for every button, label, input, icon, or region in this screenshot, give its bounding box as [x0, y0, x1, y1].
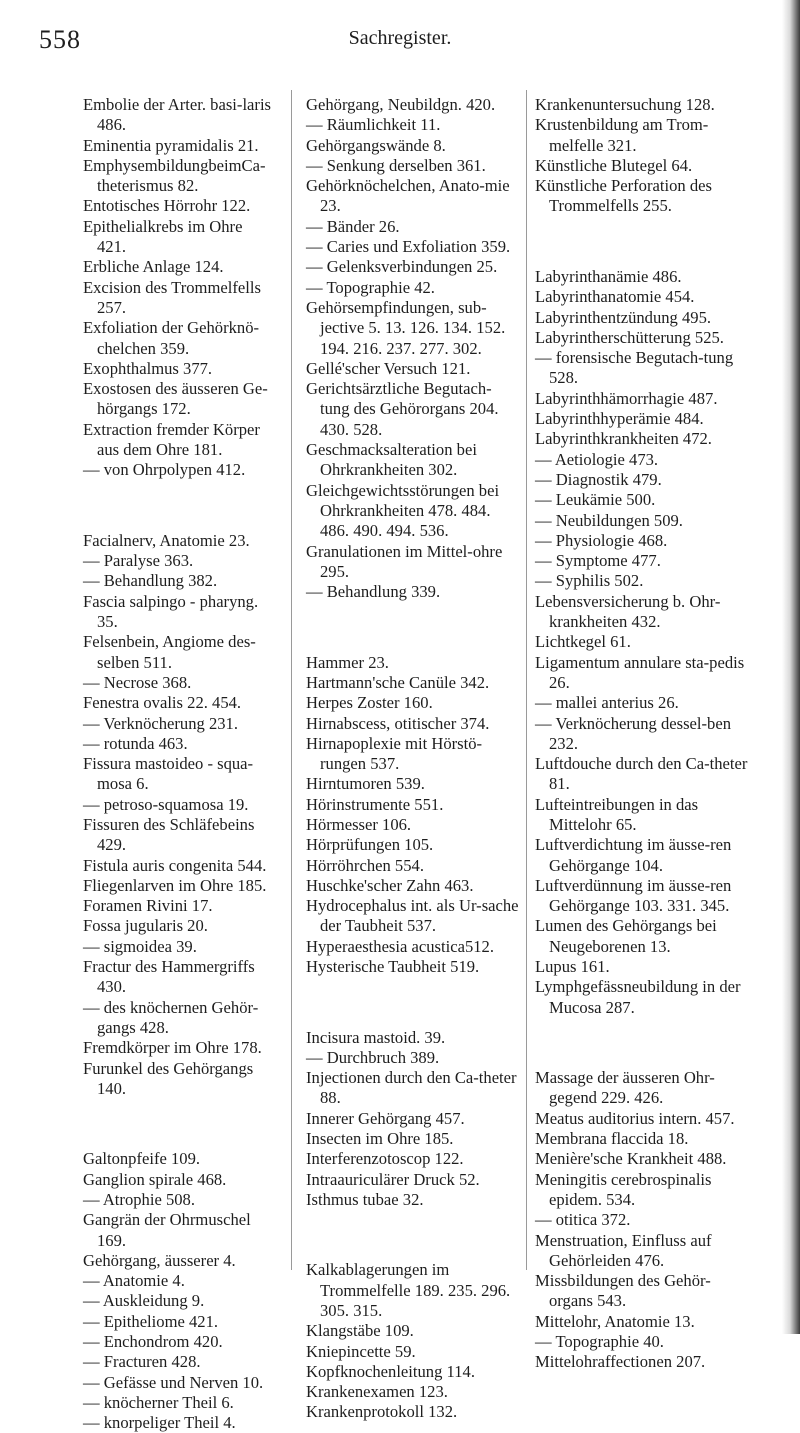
- index-entry: Gerichtsärztliche Begutach-tung des Gehörorgans 204. 430. 528.: [306, 379, 499, 439]
- index-entry: — Behandlung 382.: [83, 571, 218, 591]
- index-entry: — Bänder 26.: [306, 216, 400, 236]
- index-entry: Herpes Zoster 160.: [306, 693, 433, 713]
- index-entry: Hörröhrchen 554.: [306, 855, 424, 875]
- index-entry: Membrana flaccida 18.: [535, 1129, 689, 1149]
- index-entry: Labyrinthentzündung 495.: [535, 307, 712, 327]
- index-column-1: [83, 95, 271, 1433]
- index-entry: Krustenbildung am Trom-melfelle 321.: [535, 115, 709, 155]
- index-entry: Krankenuntersuchung 128.: [535, 95, 715, 114]
- index-entry: Intraauriculärer Druck 52.: [306, 1169, 480, 1189]
- index-entry: Galtonpfeife 109.: [83, 1149, 201, 1169]
- index-entry: — knöcherner Theil 6.: [83, 1392, 234, 1412]
- index-entry: Hirntumoren 539.: [306, 774, 425, 794]
- index-entry: — von Ohrpolypen 412.: [83, 460, 246, 480]
- index-entry: Labyrinthhyperämie 484.: [535, 409, 704, 429]
- index-entry: Ganglion spirale 468.: [83, 1169, 227, 1189]
- index-entry: — sigmoidea 39.: [83, 936, 197, 956]
- index-entry: — Topographie 42.: [306, 277, 435, 297]
- index-entry: Fossa jugularis 20.: [83, 916, 208, 936]
- index-entry: Lupus 161.: [535, 957, 610, 977]
- section-gap: [306, 619, 519, 636]
- index-entry: Labyrinthanatomie 454.: [535, 287, 695, 307]
- index-entry: — Behandlung 339.: [306, 582, 441, 602]
- index-entry: Hörinstrumente 551.: [306, 794, 444, 814]
- index-entry: Kopfknochenleitung 114.: [306, 1361, 475, 1381]
- index-entry: — Enchondrom 420.: [83, 1332, 223, 1351]
- index-entry: Lichtkegel 61.: [535, 632, 631, 652]
- index-entry: Meningitis cerebrospinalis epidem. 534.: [535, 1169, 712, 1209]
- running-head: Sachregister.: [348, 27, 452, 49]
- index-entry: Embolie der Arter. basi-laris 486.: [83, 95, 272, 135]
- index-entry: Klangstäbe 109.: [306, 1321, 414, 1341]
- index-entry: — petroso-squamosa 19.: [83, 794, 249, 814]
- index-entry: Hirnabscess, otitischer 374.: [306, 713, 490, 733]
- index-entry: Gehörsempfindungen, sub-jective 5. 13. 126. 134. 152. 194. 216. 237. 277. 302.: [306, 297, 506, 358]
- index-entry: — Physiologie 468.: [535, 530, 668, 550]
- section-gap: [535, 1035, 750, 1052]
- index-entry: — Paralyse 363.: [83, 551, 194, 571]
- index-entry: Geschmacksalteration bei Ohrkrankheiten 302.: [306, 440, 477, 480]
- index-entry: Fliegenlarven im Ohre 185.: [83, 875, 267, 895]
- column-rule: [526, 90, 527, 1270]
- index-entry: Erbliche Anlage 124.: [83, 257, 224, 277]
- index-entry: — Anatomie 4.: [83, 1271, 185, 1291]
- index-entry: — Diagnostik 479.: [535, 469, 662, 489]
- index-entry: Labyrinthanämie 486.: [535, 266, 682, 286]
- index-entry: Luftdouche durch den Ca-theter 81.: [535, 754, 748, 794]
- index-entry: — Verknöcherung 231.: [83, 713, 238, 733]
- section-gap: [306, 1227, 519, 1244]
- index-entry: Gangrän der Ohrmuschel 169.: [83, 1210, 251, 1250]
- index-entry: Hörmesser 106.: [306, 814, 412, 834]
- index-entry: Innerer Gehörgang 457.: [306, 1108, 465, 1128]
- column-rule: [291, 90, 292, 1270]
- index-entry: Felsenbein, Angiome des-selben 511.: [83, 632, 256, 672]
- index-entry: — Topographie 40.: [535, 1332, 664, 1351]
- index-column-2: [306, 95, 519, 1423]
- index-entry: Fistula auris congenita 544.: [83, 855, 267, 875]
- index-entry: Labyrinthhämorrhagie 487.: [535, 388, 718, 408]
- index-entry: Krankenexamen 123.: [306, 1382, 448, 1402]
- index-entry: Exostosen des äusseren Ge-hörgangs 172.: [83, 379, 268, 419]
- index-entry: — forensische Begutach-tung 528.: [535, 348, 734, 388]
- index-entry: Labyrintherschütterung 525.: [535, 327, 724, 347]
- index-entry: Mittelohr, Anatomie 13.: [535, 1311, 695, 1331]
- index-entry: Gehörgangswände 8.: [306, 135, 446, 155]
- index-entry: Excision des Trommelfells 257.: [83, 277, 261, 317]
- index-entry: — rotunda 463.: [83, 733, 188, 753]
- index-entry: Injectionen durch den Ca-theter 88.: [306, 1068, 517, 1108]
- index-entry: — Fracturen 428.: [83, 1352, 201, 1372]
- index-entry: Kniepincette 59.: [306, 1341, 416, 1361]
- index-entry: Hysterische Taubheit 519.: [306, 957, 480, 977]
- index-entry: Meatus auditorius intern. 457.: [535, 1108, 735, 1128]
- index-entry: Kalkablagerungen im Trommelfelle 189. 235. 296. 305. 315.: [306, 1260, 511, 1320]
- index-entry: — Gefässe und Nerven 10.: [83, 1372, 264, 1392]
- index-entry: — Verknöcherung dessel-ben 232.: [535, 713, 731, 753]
- page-edge-shadow: [782, 0, 800, 1334]
- index-entry: Gehörgang, Neubildgn. 420.: [306, 95, 496, 114]
- index-entry: Exfoliation der Gehörknö-chelchen 359.: [83, 318, 260, 358]
- index-entry: Menière'sche Krankheit 488.: [535, 1149, 727, 1169]
- index-entry: Isthmus tubae 32.: [306, 1189, 424, 1209]
- index-entry: — Syphilis 502.: [535, 571, 644, 591]
- index-entry: Fissuren des Schläfebeins 429.: [83, 814, 255, 855]
- index-entry: — mallei anterius 26.: [535, 693, 679, 713]
- index-entry: — Caries und Exfoliation 359.: [306, 237, 511, 257]
- index-entry: Lymphgefässneubildung in der Mucosa 287.: [535, 977, 741, 1017]
- index-entry: — des knöchernen Gehör-gangs 428.: [83, 997, 259, 1037]
- index-entry: EmphysembildungbeimCa-theterismus 82.: [83, 155, 266, 196]
- index-entry: Lufteintreibungen in das Mittelohr 65.: [535, 794, 699, 834]
- index-entry: — Neubildungen 509.: [535, 510, 683, 530]
- index-entry: Luftverdichtung im äusse-ren Gehörgange 104.: [535, 835, 732, 875]
- index-entry: Labyrinthkrankheiten 472.: [535, 429, 712, 449]
- index-entry: Luftverdünnung im äusse-ren Gehörgange 103. 331. 345.: [535, 875, 732, 916]
- index-entry: Lebensversicherung b. Ohr-krankheiten 432.: [535, 591, 721, 632]
- index-entry: Menstruation, Einfluss auf Gehörleiden 476.: [535, 1230, 712, 1270]
- index-entry: Missbildungen des Gehör-organs 543.: [535, 1271, 711, 1311]
- index-entry: — Durchbruch 389.: [306, 1047, 440, 1067]
- index-entry: Fractur des Hammergriffs 430.: [83, 957, 255, 997]
- index-entry: Facialnerv, Anatomie 23.: [83, 530, 250, 550]
- index-entry: — Epitheliome 421.: [83, 1311, 219, 1331]
- index-entry: Huschke'scher Zahn 463.: [306, 875, 474, 895]
- index-entry: — Necrose 368.: [83, 672, 192, 692]
- index-entry: Hartmann'sche Canüle 342.: [306, 672, 490, 692]
- section-gap: [83, 497, 271, 514]
- index-entry: — Symptome 477.: [535, 551, 661, 571]
- index-entry: Eminentia pyramidalis 21.: [83, 135, 259, 155]
- index-entry: Ligamentum annulare sta-pedis 26.: [535, 652, 745, 692]
- index-entry: Gleichgewichtsstörungen bei Ohrkrankheiten 478. 484. 486. 490. 494. 536.: [306, 480, 500, 541]
- index-entry: Fissura mastoideo - squa-mosa 6.: [83, 754, 254, 794]
- index-entry: — Senkung derselben 361.: [306, 155, 486, 175]
- section-gap: [306, 994, 519, 1011]
- index-entry: — knorpeliger Theil 4.: [83, 1413, 236, 1433]
- index-entry: Entotisches Hörrohr 122.: [83, 196, 251, 216]
- index-entry: Exophthalmus 377.: [83, 358, 213, 378]
- index-entry: — Räumlichkeit 11.: [306, 115, 441, 135]
- index-entry: Mittelohraffectionen 207.: [535, 1352, 706, 1372]
- index-entry: Epithelialkrebs im Ohre 421.: [83, 216, 243, 257]
- index-entry: Hammer 23.: [306, 652, 389, 672]
- index-entry: Gehörknöchelchen, Anato-mie 23.: [306, 176, 510, 216]
- index-entry: Fascia salpingo - pharyng. 35.: [83, 591, 259, 632]
- index-entry: Fremdkörper im Ohre 178.: [83, 1038, 262, 1058]
- index-entry: Granulationen im Mittel-ohre 295.: [306, 541, 503, 581]
- index-entry: Gehörgang, äusserer 4.: [83, 1250, 236, 1270]
- index-entry: — Atrophie 508.: [83, 1189, 195, 1209]
- index-entry: Hirnapoplexie mit Hörstö-rungen 537.: [306, 733, 483, 774]
- index-entry: Hydrocephalus int. als Ur-sache der Taubheit 537.: [306, 896, 519, 936]
- index-entry: — Leukämie 500.: [535, 490, 656, 510]
- page-number: 558: [39, 25, 81, 54]
- index-entry: Extraction fremder Körper aus dem Ohre 181.: [83, 419, 260, 460]
- index-entry: Furunkel des Gehörgangs 140.: [83, 1058, 254, 1098]
- index-entry: Massage der äusseren Ohr-gegend 229. 426.: [535, 1068, 715, 1108]
- index-entry: — Auskleidung 9.: [83, 1291, 205, 1311]
- index-entry: Künstliche Blutegel 64.: [535, 155, 693, 175]
- index-entry: Fenestra ovalis 22. 454.: [83, 693, 242, 713]
- index-entry: Lumen des Gehörgangs bei Neugeborenen 13.: [535, 916, 717, 956]
- index-entry: Gellé'scher Versuch 121.: [306, 358, 471, 378]
- index-entry: Insecten im Ohre 185.: [306, 1129, 454, 1149]
- index-entry: — Aetiologie 473.: [535, 449, 659, 469]
- index-entry: Hyperaesthesia acustica512.: [306, 936, 494, 956]
- index-entry: Hörprüfungen 105.: [306, 835, 434, 855]
- index-entry: — Gelenksverbindungen 25.: [306, 257, 498, 277]
- index-entry: Incisura mastoid. 39.: [306, 1027, 446, 1047]
- index-column-3: [535, 95, 750, 1373]
- index-entry: Foramen Rivini 17.: [83, 896, 213, 916]
- index-entry: Interferenzotoscop 122.: [306, 1149, 464, 1169]
- index-entry: — otitica 372.: [535, 1210, 631, 1230]
- index-entry: Künstliche Perforation des Trommelfells 255.: [535, 176, 712, 216]
- index-entry: Krankenprotokoll 132.: [306, 1402, 458, 1422]
- section-gap: [535, 233, 750, 250]
- section-gap: [83, 1116, 271, 1133]
